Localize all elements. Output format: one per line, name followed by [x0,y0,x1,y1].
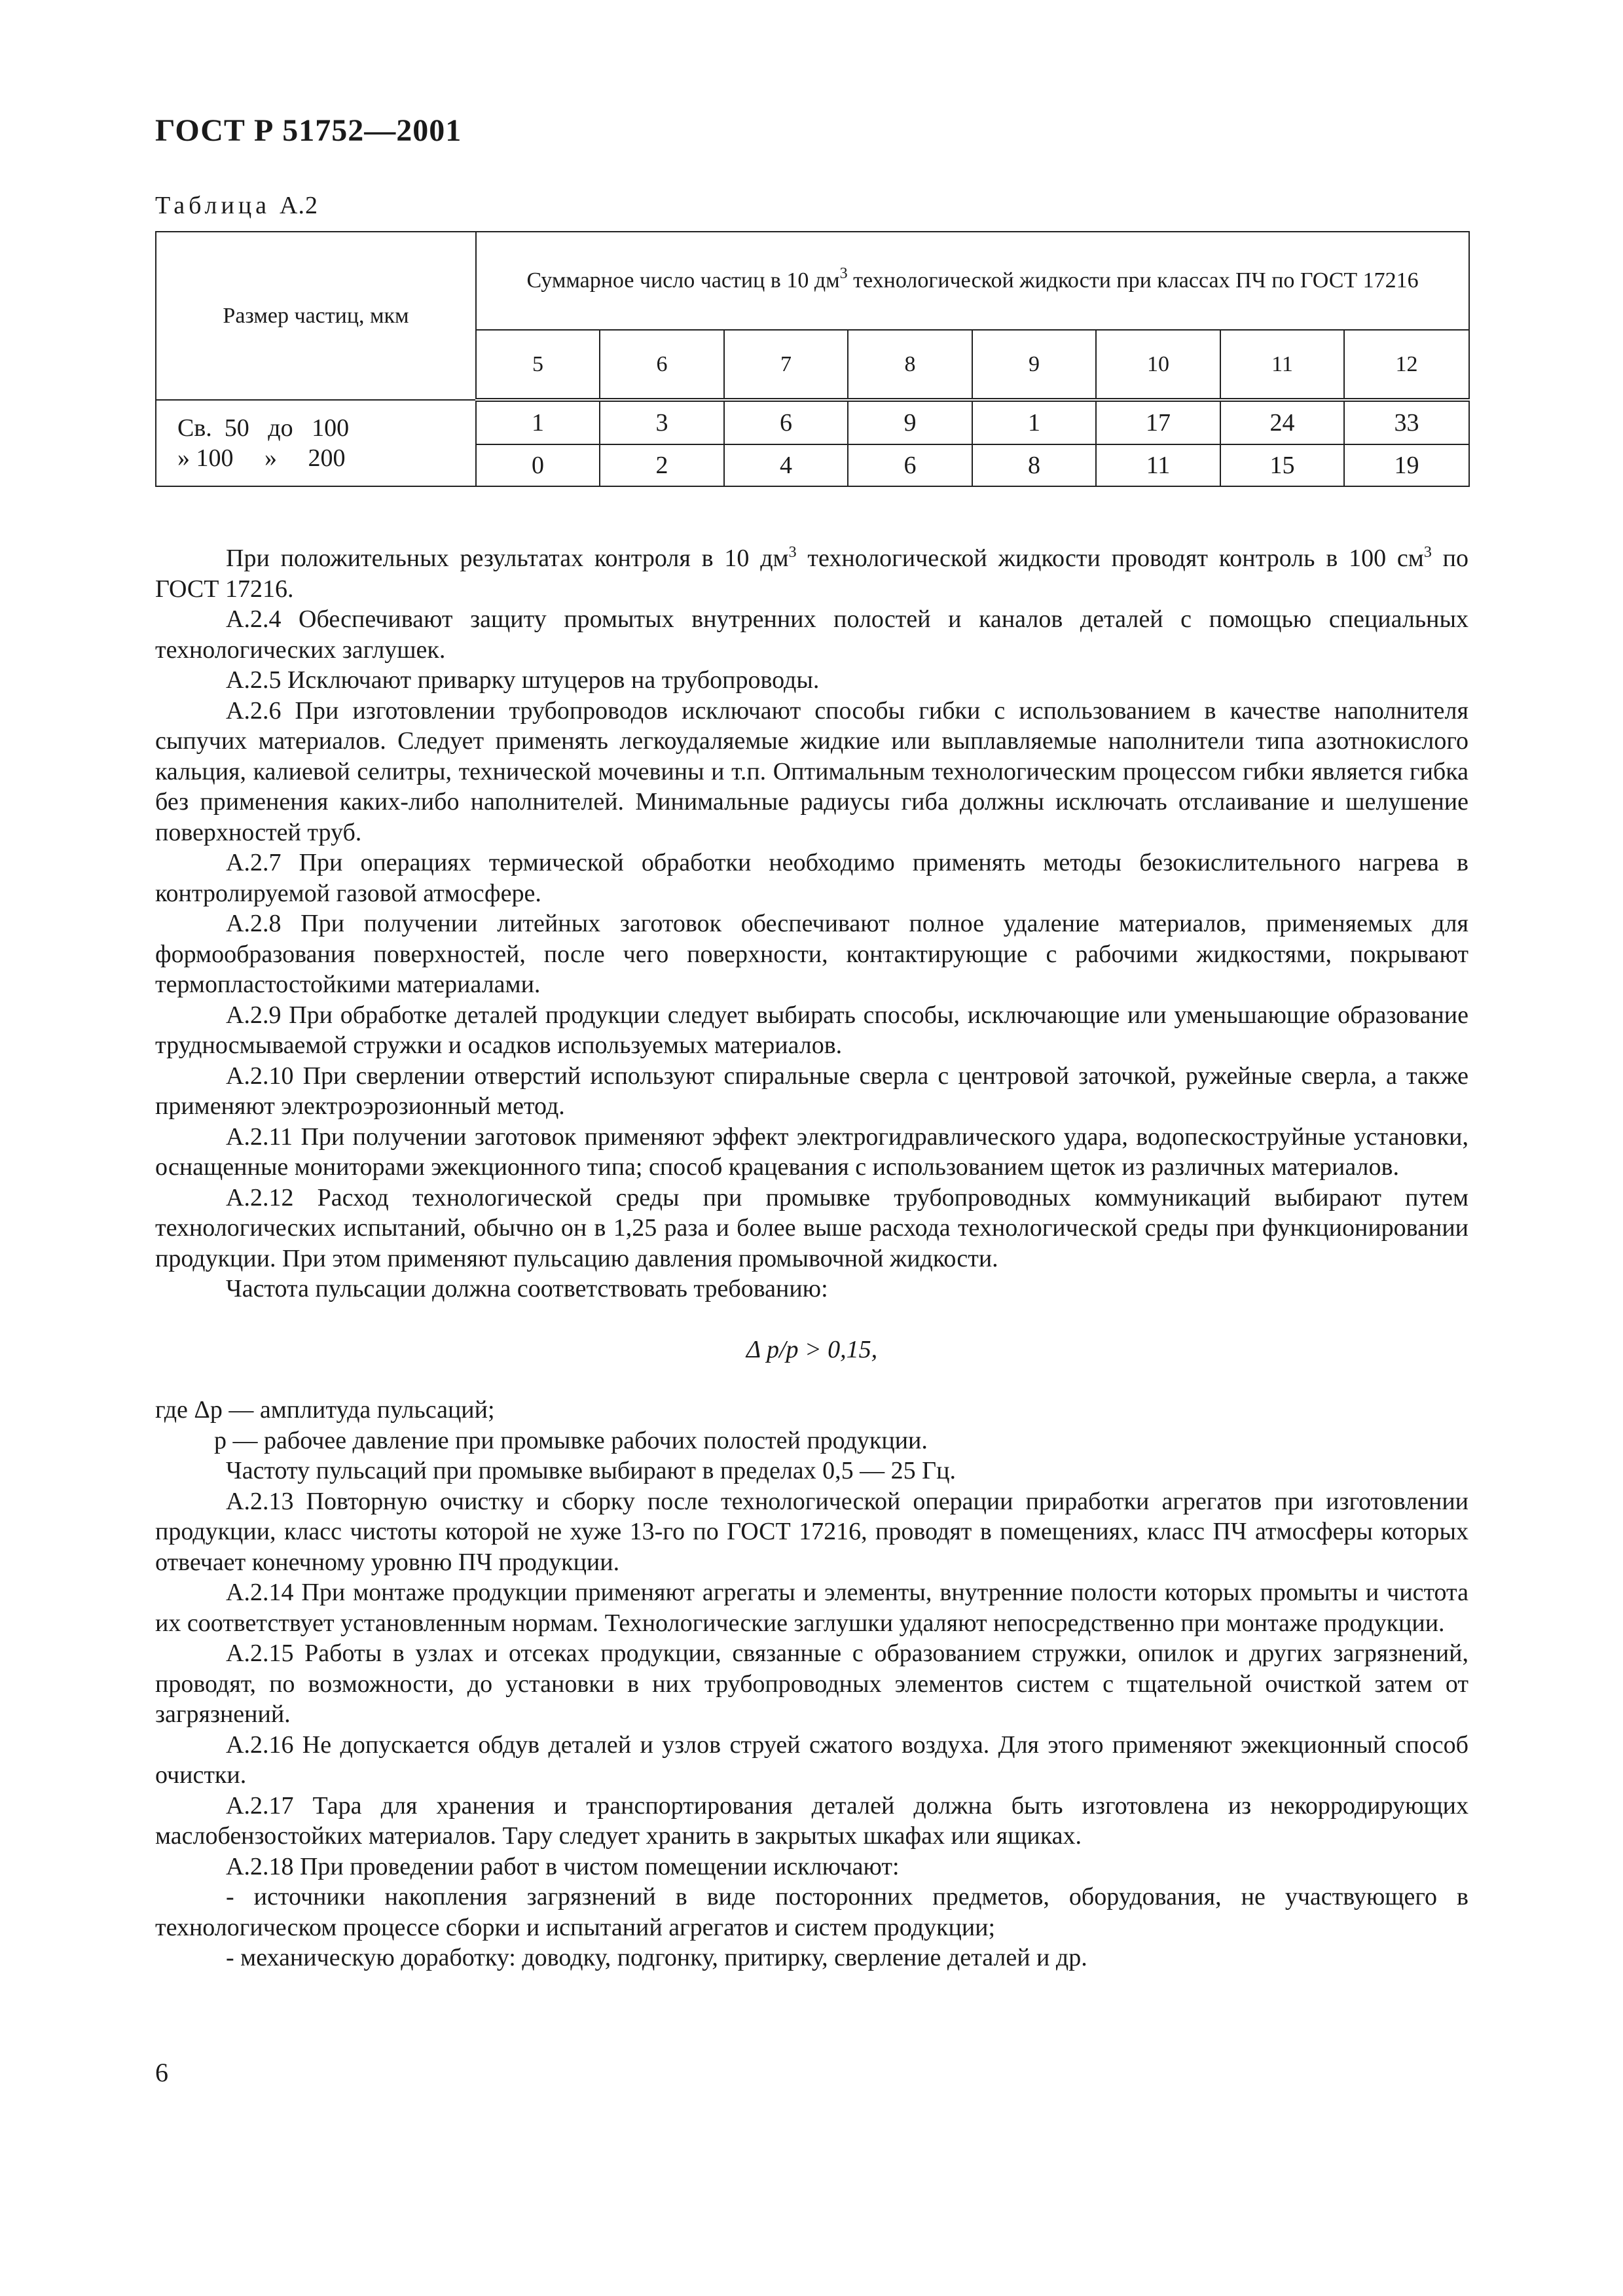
paragraph-a-2-4: А.2.4 Обеспечивают защиту промытых внутренних полостей и каналов деталей с помощью специальных технологических заглушек. [155,605,1468,664]
paragraph-frequency: Частота пульсации должна соответствовать требованию: [226,1275,828,1302]
formula-text: Δ p/p > 0,15, [746,1335,878,1363]
class-header: 10 [1096,330,1220,400]
table-caption-number: А.2 [280,192,318,219]
table-cell: 1 [476,400,600,444]
paragraph-a-2-8: А.2.8 При получении литейных заготовок обеспечивают полное удаление материалов, применяемых для формообразования поверхностей, после чего поверхности, контактирующие с рабочими жидкостями, покрывают термопластостойкими материалами. [155,910,1468,998]
text-run: по ГОСТ 17216. [155,545,1468,603]
paragraph-a-2-16: А.2.16 Не допускается обдув деталей и узлов струей сжатого воздуха. Для этого применяют эжекционный способ очистки. [155,1731,1468,1789]
paragraph-a-2-5: А.2.5 Исключают приварку штуцеров на трубопроводы. [226,666,820,694]
document-title: ГОСТ Р 51752—2001 [155,113,462,148]
page-number: 6 [155,2058,168,2087]
table-cell: 6 [848,444,972,486]
size-range-label: » 100 » 200 [177,444,346,472]
total-count-header-pre: Суммарное число частиц в 10 дм [526,268,840,293]
paragraph-a-2-12: А.2.12 Расход технологической среды при промывке трубопроводных коммуникаций выбирают путем технологических испытаний, обычно он в 1,25 раза и более выше расхода технологической среды при функционировании продукции. При этом применяют пульсацию давления промывочной жидкости. [155,1183,1468,1272]
table-caption [155,191,318,220]
paragraph-a-2-7: А.2.7 При операциях термической обработки необходимо применять методы безокислительного нагрева в контролируемой газовой атмосфере. [155,849,1468,907]
class-header: 12 [1344,330,1469,400]
table-row [156,400,1469,444]
particle-size-header: Размер частиц, мкм [156,232,476,400]
paragraph-a-2-18: А.2.18 При проведении работ в чистом помещении исключают: [226,1852,900,1880]
paragraph-a-2-9: А.2.9 При обработке деталей продукции следует выбирать способы, исключающие или уменьшающие образование трудносмываемой стружки и осадков используемых материалов. [155,1001,1468,1059]
paragraph-a-2-10: А.2.10 При сверлении отверстий используют спиральные сверла с центровой заточкой, ружейные сверла, а также применяют электроэрозионный метод. [155,1062,1468,1120]
class-header: 9 [972,330,1096,400]
total-count-header-sup: 3 [839,265,848,282]
paragraph-a-2-13: А.2.13 Повторную очистку и сборку после технологической операции приработки агрегатов при изготовлении продукции, класс чистоты которой не хуже 13-го по ГОСТ 17216, проводят в помещениях, класс ПЧ атмосферы которых отвечает конечному уровню ПЧ продукции. [155,1487,1468,1576]
class-header: 8 [848,330,972,400]
class-header: 7 [724,330,848,400]
table-cell: 11 [1096,444,1220,486]
size-range-label: Св. 50 до 100 [177,414,350,442]
class-header: 5 [476,330,600,400]
where-definition: p — рабочее давление при промывке рабочих полостей продукции. [214,1426,928,1454]
paragraph-a-2-6: А.2.6 При изготовлении трубопроводов исключают способы гибки с использованием в качестве наполнителя сыпучих материалов. Следует применять легкоудаляемые жидкие или выплавляемые наполнители типа азотнокислого кальция, калиевой селитры, технической мочевины и т.п. Оптимальным технологическим процессом гибки является гибка без применения каких-либо наполнителей. Минимальные радиусы гиба должны исключать отслаивание и шелушение поверхностей труб. [155,696,1468,846]
superscript: 3 [788,544,797,561]
table-cell: 0 [476,444,600,486]
text-run: При положительных результатах контроля в 10 дм [226,545,789,572]
superscript: 3 [1423,544,1432,561]
table-cell: 2 [600,444,724,486]
paragraph-control-note [155,543,1468,604]
table-cell: 24 [1220,400,1344,444]
table-cell: 4 [724,444,848,486]
paragraph-a-2-15: А.2.15 Работы в узлах и отсеках продукции, связанные с образованием стружки, опилок и других загрязнений, проводят, по возможности, до установки в них трубопроводных элементов систем с тщательной очисткой затем от загрязнений. [155,1640,1468,1728]
paragraph-a-2-14: А.2.14 При монтаже продукции применяют агрегаты и элементы, внутренние полости которых промыты и чистота их соответствует установленным нормам. Технологические заглушки удаляют непосредственно при монтаже продукции. [155,1579,1468,1637]
table-cell: 3 [600,400,724,444]
where-definition: где Δp — амплитуда пульсаций; [155,1396,495,1424]
class-header: 6 [600,330,724,400]
table-caption-word: Таблица [155,192,271,219]
body-text [155,543,1468,1973]
table-cell: 1 [972,400,1096,444]
paragraph-frequency-range: Частоту пульсаций при промывке выбирают в пределах 0,5 — 25 Гц. [226,1457,956,1484]
formula [155,1335,1468,1365]
particle-count-table [155,231,1470,487]
total-count-header [476,232,1469,330]
list-item: - механическую доработку: доводку, подгонку, притирку, сверление деталей и др. [226,1944,1087,1971]
list-item: - источники накопления загрязнений в виде посторонних предметов, оборудования, не участвующего в технологическом процессе сборки и испытаний агрегатов и систем продукции; [155,1883,1468,1941]
table-cell: 33 [1344,400,1469,444]
table-cell: 15 [1220,444,1344,486]
total-count-header-post: технологической жидкости при классах ПЧ по ГОСТ 17216 [847,268,1419,293]
size-range-labels [156,400,476,486]
table-cell: 19 [1344,444,1469,486]
table-cell: 17 [1096,400,1220,444]
paragraph-a-2-17: А.2.17 Тара для хранения и транспортирования деталей должна быть изготовлена из некорродирующих маслобензостойких материалов. Тару следует хранить в закрытых шкафах или ящиках. [155,1791,1468,1850]
paragraph-a-2-11: А.2.11 При получении заготовок применяют эффект электрогидравлического удара, водопескоструйные установки, оснащенные мониторами эжекционного типа; способ крацевания с использованием щеток из различных материалов. [155,1122,1468,1181]
table-cell: 9 [848,400,972,444]
class-header: 11 [1220,330,1344,400]
table-cell: 8 [972,444,1096,486]
table-cell: 6 [724,400,848,444]
text-run: технологической жидкости проводят контроль в 100 см [796,545,1424,572]
